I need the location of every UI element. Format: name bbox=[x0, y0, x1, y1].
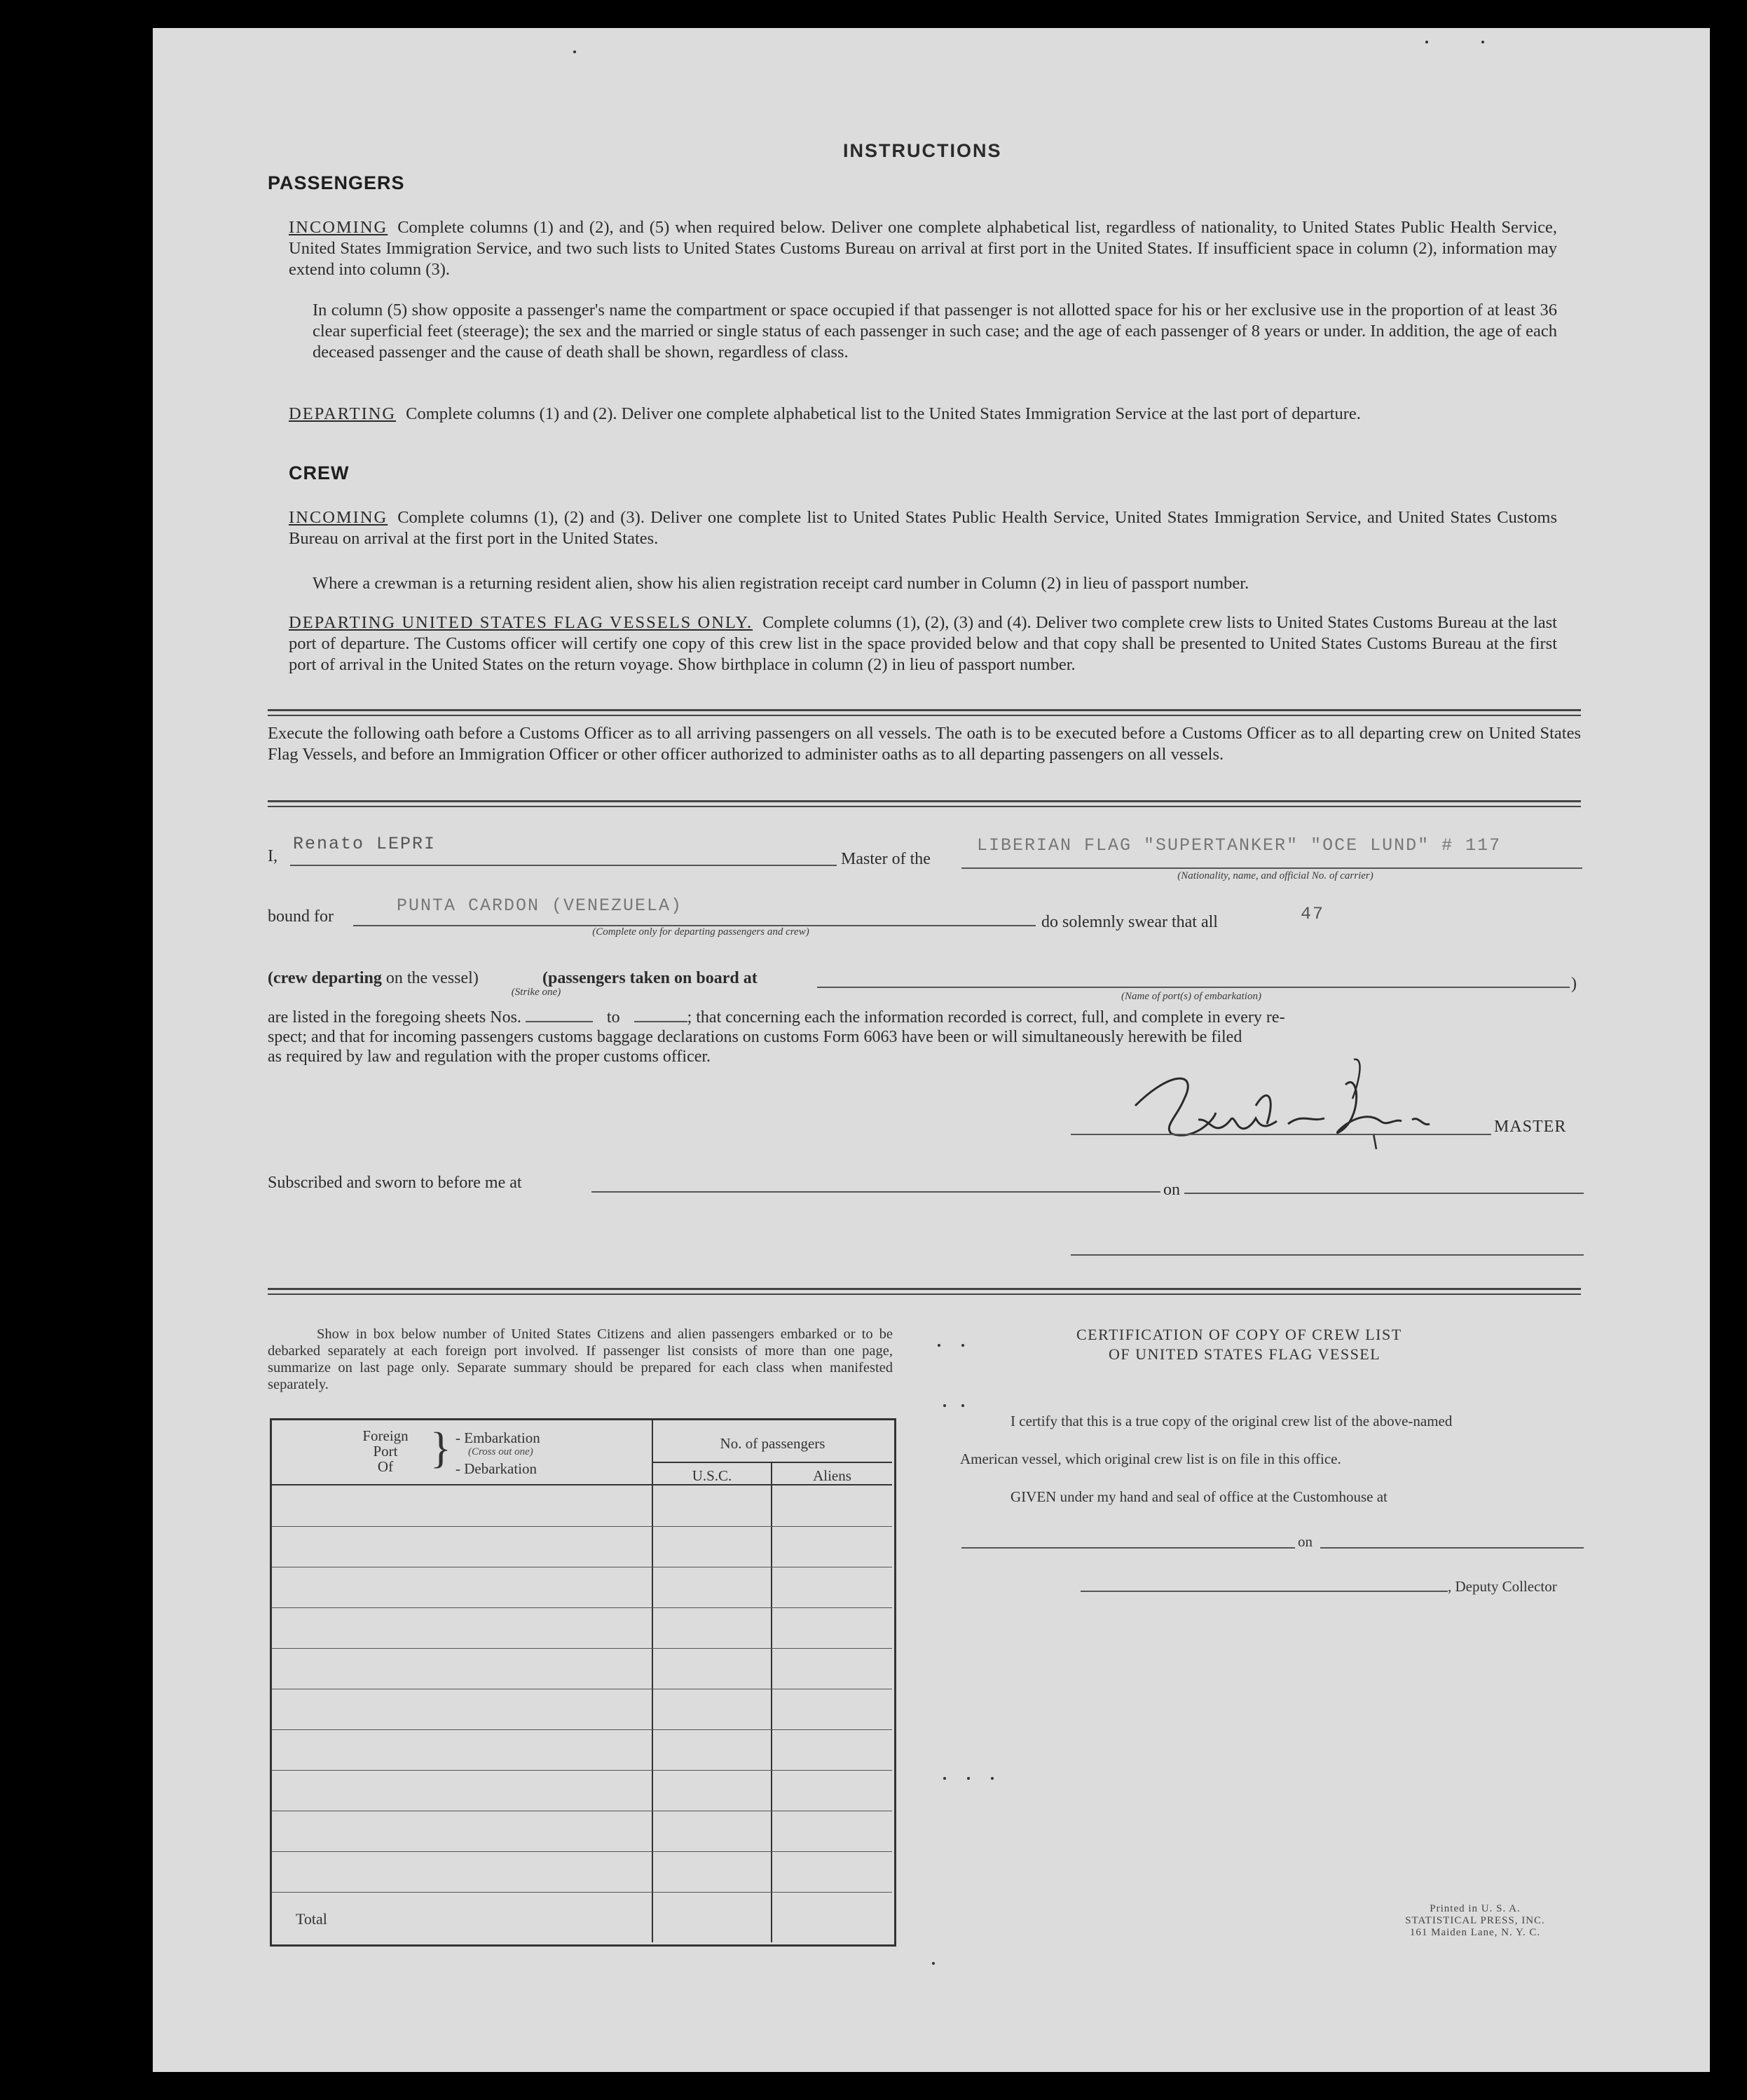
crew-departing-label: DEPARTING UNITED STATES FLAG VESSELS ONLY. bbox=[289, 613, 753, 632]
aliens-label: Aliens bbox=[813, 1467, 851, 1484]
crew-departing-text: Complete columns (1), (2), (3) and (4). Deliver two complete crew lists to United States Customs Bureau at the last port of departure. The Customs officer will certify one copy of this crew list in the space provided below and that copy shall be presented to United States Customs Bureau at the first port of arrival in the United States on the return voyage. Show birthplace in column (2) in lieu of passport number. bbox=[289, 613, 1557, 674]
speck bbox=[961, 1404, 964, 1407]
oath-i-label: I, bbox=[268, 847, 278, 865]
summary-table-row[interactable] bbox=[272, 1607, 892, 1608]
divider-3 bbox=[268, 1288, 1581, 1295]
of-label: Of bbox=[377, 1458, 394, 1475]
cross-out-label: (Cross out one) bbox=[468, 1446, 533, 1457]
summary-instruction: Show in box below number of United States Citizens and alien passengers embarked or to be debarked separately at each foreign port involved. If passenger list consists of more than one page, summarize on last page only. Separate summary should be prepared for each class when manifested separately. bbox=[268, 1326, 893, 1392]
ports-caption: (Name of port(s) of embarkation) bbox=[1121, 991, 1261, 1002]
crew-incoming-paragraph bbox=[289, 507, 1557, 549]
certification-title-2: OF UNITED STATES FLAG VESSEL bbox=[1109, 1345, 1381, 1363]
speck bbox=[991, 1777, 994, 1780]
passengers-departing-label: DEPARTING bbox=[289, 404, 397, 423]
passengers-taken-option[interactable]: (passengers taken on board at bbox=[542, 969, 758, 987]
listed-text-1: are listed in the foregoing sheets Nos. bbox=[268, 1008, 521, 1027]
subscribed-label: Subscribed and sworn to before me at bbox=[268, 1174, 522, 1192]
master-signature-line bbox=[1071, 1134, 1491, 1135]
foreign-port-of bbox=[343, 1428, 427, 1474]
certification-text-1: I certify that this is a true copy of the original crew list of the above-named bbox=[1010, 1413, 1453, 1429]
speck bbox=[1425, 41, 1428, 43]
vessel-field[interactable]: LIBERIAN FLAG "SUPERTANKER" "OCE LUND" # 117 bbox=[977, 835, 1502, 856]
total-label: Total bbox=[296, 1910, 327, 1928]
printer-line-3: 161 Maiden Lane, N. Y. C. bbox=[1409, 1927, 1541, 1938]
master-name-line bbox=[290, 865, 837, 866]
summary-table-row[interactable] bbox=[272, 1851, 892, 1852]
oath-intro: Execute the following oath before a Customs Officer as to all arriving passengers on all vessels. The oath is to be executed before a Customs Officer as to all departing crew on United States Flag Vessels, and before an Immigration Officer or other officer authorized to administer oaths as to all departing passengers on all vessels. bbox=[268, 724, 1581, 764]
summary-table-row[interactable] bbox=[272, 1526, 892, 1527]
speck bbox=[943, 1777, 946, 1780]
bound-for-label: bound for bbox=[268, 907, 334, 926]
debarkation-label[interactable]: - Debarkation bbox=[455, 1460, 537, 1477]
destination-field[interactable]: PUNTA CARDON (VENEZUELA) bbox=[397, 895, 683, 916]
master-label: MASTER bbox=[1494, 1118, 1567, 1136]
passengers-column5-paragraph bbox=[313, 300, 1557, 363]
certification-text-2: American vessel, which original crew list is on file in this office. bbox=[960, 1450, 1341, 1467]
divider-1 bbox=[268, 709, 1581, 716]
on-the-vessel-text: on the vessel) bbox=[385, 969, 479, 987]
vessel-line bbox=[961, 867, 1582, 869]
passengers-departing-text: Complete columns (1) and (2). Deliver one complete alphabetical list to the United States Immigration Service at the last port of departure. bbox=[406, 404, 1361, 423]
count-field[interactable]: 47 bbox=[1301, 904, 1325, 924]
speck bbox=[967, 1777, 970, 1780]
summary-table-row[interactable] bbox=[272, 1770, 892, 1771]
passengers-incoming-text: Complete columns (1) and (2), and (5) when required below. Deliver one complete alphabetical list, regardless of nationality, to United States Public Health Service, United States Immigration Service, and two such lists to United States Customs Bureau on arrival at first port in the United States. If insufficient space in column (2), information may extend into column (3). bbox=[289, 218, 1557, 279]
crew-heading: CREW bbox=[289, 462, 350, 483]
passengers-departing-paragraph bbox=[289, 404, 1557, 425]
summary-table-row[interactable] bbox=[272, 1648, 892, 1649]
subscribed-place-field[interactable] bbox=[591, 1191, 1160, 1193]
swear-label: do solemnly swear that all bbox=[1041, 913, 1218, 931]
printer-imprint bbox=[1359, 1903, 1591, 1939]
speck bbox=[961, 1344, 964, 1347]
summary-table-row[interactable] bbox=[272, 1892, 892, 1893]
speck bbox=[938, 1344, 940, 1347]
certification-text-3: GIVEN under my hand and seal of office at the Customhouse at bbox=[1010, 1488, 1388, 1505]
port-label: Port bbox=[373, 1443, 398, 1460]
instructions-title: INSTRUCTIONS bbox=[843, 140, 1002, 161]
embarkation-label[interactable]: - Embarkation bbox=[455, 1429, 540, 1446]
customhouse-field[interactable] bbox=[961, 1547, 1295, 1549]
crew-departing-word: (crew departing bbox=[268, 969, 382, 987]
divider-2 bbox=[268, 800, 1581, 807]
speck bbox=[932, 1962, 935, 1965]
deputy-collector-label: , Deputy Collector bbox=[1448, 1578, 1557, 1595]
usc-label: U.S.C. bbox=[692, 1467, 732, 1484]
crew-incoming-label: INCOMING bbox=[289, 508, 388, 527]
brace-icon: } bbox=[430, 1425, 451, 1472]
strike-caption: (Strike one) bbox=[511, 987, 561, 998]
speck bbox=[943, 1404, 946, 1407]
no-passengers-divider bbox=[653, 1462, 892, 1463]
crew-departing-paragraph bbox=[289, 612, 1557, 675]
certification-on-label: on bbox=[1298, 1533, 1313, 1550]
ports-line bbox=[817, 987, 1570, 988]
officer-signature-field[interactable] bbox=[1071, 1254, 1584, 1256]
to-label: to bbox=[606, 1008, 620, 1027]
crew-resident-paragraph bbox=[313, 573, 1557, 594]
listed-text-2: ; that concerning each the information recorded is correct, full, and complete in every re- bbox=[687, 1008, 1285, 1027]
listed-text-4: as required by law and regulation with the proper customs officer. bbox=[268, 1048, 711, 1066]
foreign-label: Foreign bbox=[362, 1427, 409, 1444]
listed-line-1 bbox=[268, 1008, 1581, 1027]
crew-incoming-text: Complete columns (1), (2) and (3). Deliver one complete list to United States Public Health Service, United States Immigration Service, and United States Customs Bureau on arrival at the first port in the United States. bbox=[289, 508, 1557, 548]
summary-col-divider-2 bbox=[771, 1462, 772, 1942]
sheet-to-field[interactable] bbox=[634, 1021, 687, 1022]
subscribed-date-field[interactable] bbox=[1184, 1193, 1584, 1194]
summary-table-row[interactable] bbox=[272, 1729, 892, 1730]
subscribed-on-label: on bbox=[1163, 1181, 1180, 1199]
sheet-from-field[interactable] bbox=[526, 1021, 593, 1022]
speck bbox=[573, 50, 576, 53]
crew-resident-text: Where a crewman is a returning resident alien, show his alien registration receipt card number in Column (2) in lieu of passport number. bbox=[313, 574, 1249, 593]
printer-line-1: Printed in U. S. A. bbox=[1430, 1903, 1521, 1914]
summary-col-divider-1 bbox=[652, 1420, 653, 1942]
master-of-label: Master of the bbox=[841, 850, 931, 868]
master-signature bbox=[1093, 1057, 1458, 1162]
no-passengers-label: No. of passengers bbox=[720, 1435, 825, 1452]
listed-text-3: spect; and that for incoming passengers customs baggage declarations on customs Form 6063 have been or will simultaneously herewith be filed bbox=[268, 1028, 1242, 1046]
passengers-incoming-paragraph bbox=[289, 217, 1557, 280]
deputy-signature-field[interactable] bbox=[1081, 1591, 1448, 1592]
speck bbox=[1481, 41, 1484, 43]
vessel-caption: (Nationality, name, and official No. of carrier) bbox=[1177, 870, 1373, 881]
printer-line-2: STATISTICAL PRESS, INC. bbox=[1405, 1915, 1545, 1926]
passengers-incoming-label: INCOMING bbox=[289, 218, 388, 237]
passengers-heading: PASSENGERS bbox=[268, 172, 405, 193]
summary-box bbox=[270, 1418, 896, 1947]
certification-date-field[interactable] bbox=[1320, 1547, 1584, 1549]
crew-departing-option[interactable] bbox=[268, 968, 479, 988]
close-paren: ) bbox=[1571, 975, 1577, 993]
passengers-column5-text: In column (5) show opposite a passenger's name the compartment or space occupied if that passenger is not allotted space for his or her exclusive use in the proportion of at least 36 clear superficial feet (steerage); the sex and the married or single status of each passenger in such case; and the age of each passenger of 8 years or under. In addition, the age of each deceased passenger and the cause of death shall be shown, regardless of class. bbox=[313, 301, 1557, 362]
certification-title-1: CERTIFICATION OF COPY OF CREW LIST bbox=[1076, 1326, 1402, 1343]
destination-caption: (Complete only for departing passengers and crew) bbox=[592, 926, 809, 938]
master-name-field[interactable]: Renato LEPRI bbox=[293, 834, 437, 854]
